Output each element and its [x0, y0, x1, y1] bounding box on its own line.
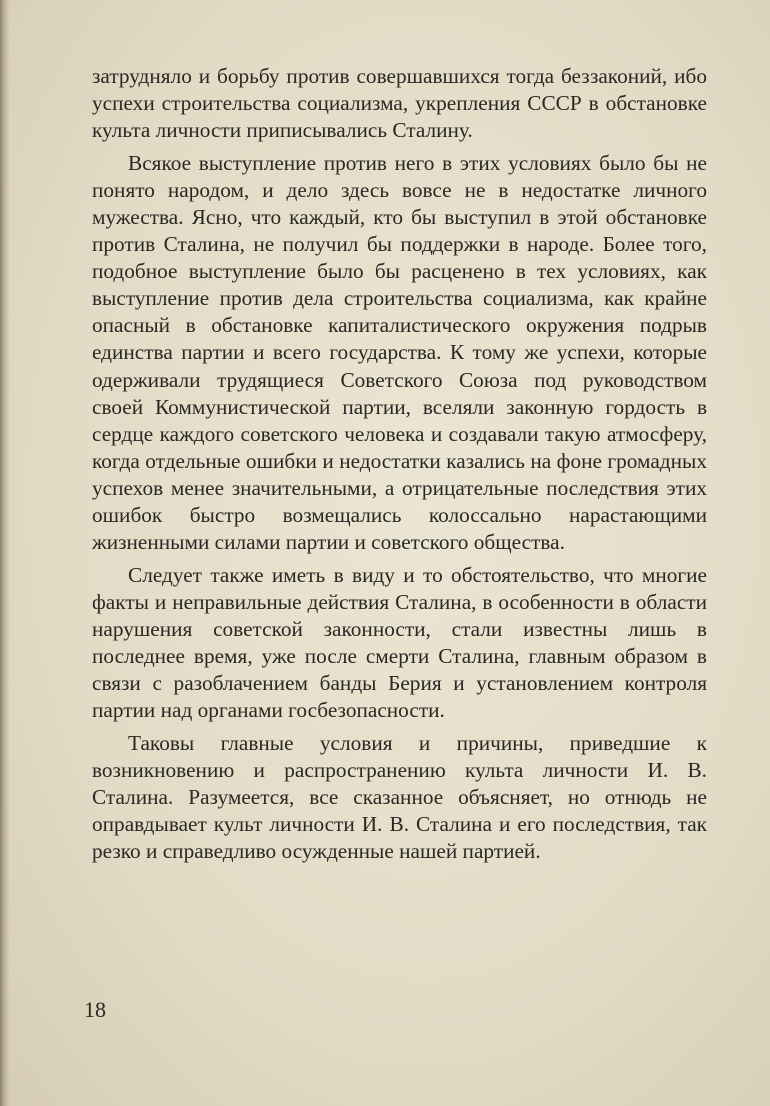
body-text — [92, 63, 707, 865]
paragraph: Таковы главные условия и причины, приведшие к возникновению и распространению культа личности И. В. Сталина. Разумеется, все сказанное объясняет, но отнюдь не оправдывает культ личности И. В. Сталина и его последствия, так резко и справедливо осужденные нашей партией. — [92, 731, 707, 864]
book-spine-shadow — [0, 0, 10, 1106]
paragraph: Всякое выступление против него в этих условиях было бы не понято народом, и дело здесь вовсе не в недостатке личного мужества. Ясно, что каждый, кто бы выступил в этой обстановке против Сталина, не получил бы поддержки в народе. Более того, подобное выступление было бы расценено в тех условиях, как выступление против дела строительства социализма, как крайне опасный в обстановке капиталистического окружения подрыв единства партии и всего государства. К тому же успехи, которые одерживали трудящиеся Советского Союза под руководством своей Коммунистической партии, вселяли законную гордость в сердце каждого советского человека и создавали такую атмосферу, когда отдельные ошибки и недостатки казались на фоне громадных успехов менее значительными, а отрицательные последствия этих ошибок быстро возмещались колоссально нарастающими жизненными силами партии и советского общества. — [92, 151, 707, 554]
paragraph-continued: затрудняло и борьбу против совершавшихся тогда беззаконий, ибо успехи строительства социализма, укрепления СССР в обстановке культа личности приписывались Сталину. — [92, 64, 707, 143]
page-number: 18 — [84, 997, 106, 1022]
paragraph: Следует также иметь в виду и то обстоятельство, что многие факты и неправильные действия Сталина, в особенности в области нарушения советской законности, стали известны лишь в последнее время, уже после смерти Сталина, главным образом в связи с разоблачением банды Берия и установлением контроля партии над органами госбезопасности. — [92, 562, 707, 723]
